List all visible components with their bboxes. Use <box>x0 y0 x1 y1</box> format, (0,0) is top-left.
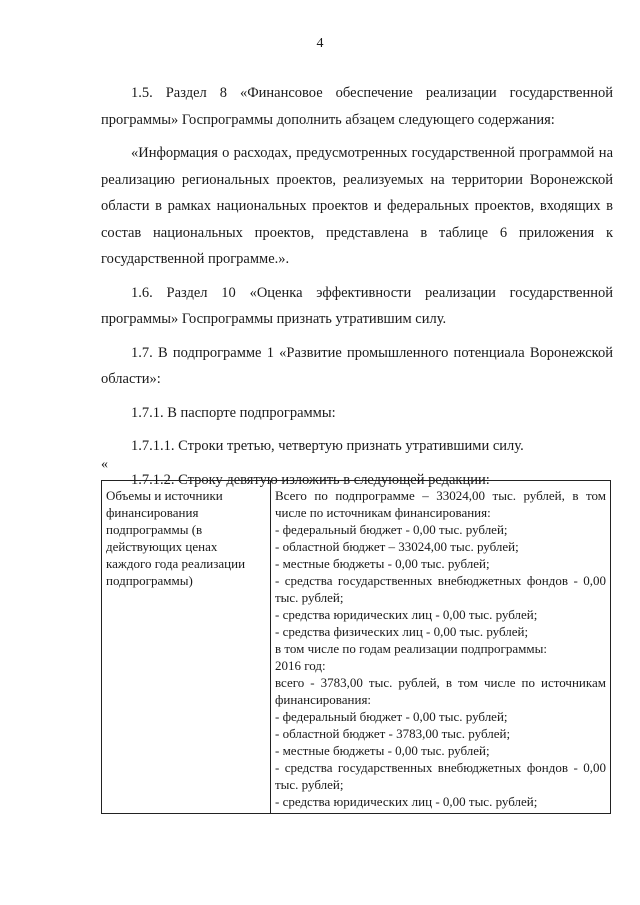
funding-line: - областной бюджет – 33024,00 тыс. рублей; <box>275 539 519 554</box>
paragraph-1-5: 1.5. Раздел 8 «Финансовое обеспечение реализации государственной программы» Госпрограммы дополнить абзацем следующего содержания: <box>101 85 613 128</box>
paragraph-1-7-1-2: 1.7.1.2. Строку девятую изложить в следующей редакции: <box>131 471 490 488</box>
document-body <box>101 80 613 500</box>
funding-line: - средства юридических лиц - 0,00 тыс. рублей; <box>275 607 538 622</box>
funding-line: Всего по подпрограмме – 33024,00 тыс. рублей, в том числе по источникам финансирования: <box>275 488 606 520</box>
opening-quote: « <box>101 457 108 472</box>
funding-line: - областной бюджет - 3783,00 тыс. рублей; <box>275 726 511 741</box>
funding-line: - федеральный бюджет - 0,00 тыс. рублей; <box>275 709 508 724</box>
funding-content-cell <box>271 481 611 814</box>
table-row <box>102 481 611 814</box>
funding-line: - местные бюджеты - 0,00 тыс. рублей; <box>275 556 490 571</box>
funding-line: - местные бюджеты - 0,00 тыс. рублей; <box>275 743 490 758</box>
paragraph-1-7-1-1: 1.7.1.1. Строки третью, четвертую признать утратившими силу. <box>131 438 524 454</box>
funding-line: - средства юридических лиц - 0,00 тыс. рублей; <box>275 794 538 809</box>
funding-line: 2016 год: <box>275 658 326 673</box>
funding-line: - федеральный бюджет - 0,00 тыс. рублей; <box>275 522 508 537</box>
paragraph-1-7-1: 1.7.1. В паспорте подпрограммы: <box>131 404 336 421</box>
funding-line: - средства физических лиц - 0,00 тыс. рублей; <box>275 624 529 639</box>
page-number: 4 <box>316 36 324 51</box>
funding-line: - средства государственных внебюджетных фондов - 0,00 тыс. рублей; <box>275 573 606 605</box>
funding-line: в том числе по годам реализации подпрограммы: <box>275 641 547 656</box>
funding-table <box>101 480 611 814</box>
paragraph-quote-info: «Информация о расходах, предусмотренных государственной программой на реализацию региональных проектов, реализуемых на территории Воронежской области в рамках национальных проектов и федеральных проектов, входящих в состав национальных проектов, представлена в таблице 6 приложения к государственной программе.». <box>101 145 613 267</box>
paragraph-1-7: 1.7. В подпрограмме 1 «Развитие промышленного потенциала Воронежской области»: <box>101 344 613 387</box>
funding-line: всего - 3783,00 тыс. рублей, в том числе по источникам финансирования: <box>275 675 606 707</box>
paragraph-1-6: 1.6. Раздел 10 «Оценка эффективности реализации государственной программы» Госпрограммы признать утратившим силу. <box>101 284 613 327</box>
funding-line: - средства государственных внебюджетных фондов - 0,00 тыс. рублей; <box>275 760 606 792</box>
funding-label-cell: Объемы и источники финансирования подпрограммы (в действующих ценах каждого года реализации подпрограммы) <box>102 481 271 814</box>
